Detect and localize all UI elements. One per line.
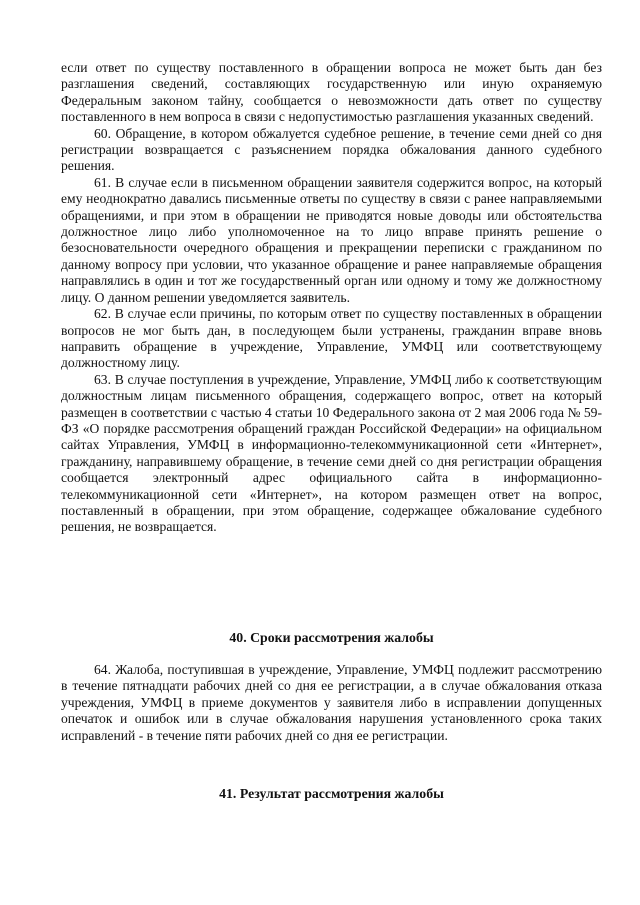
document-body-section-40 [61, 662, 602, 744]
section-heading-41: 41. Результат рассмотрения жалобы [219, 786, 444, 801]
paragraph-continuation: если ответ по существу поставленного в обращении вопроса не может быть дан без разглашения сведений, составляющих государственную или иную охраняемую Федеральным законом тайну, сообщается о невозможности дать ответ по существу поставленного в нем вопроса в связи с недопустимостью разглашения указанных сведений. [61, 60, 602, 125]
paragraph-62: 62. В случае если причины, по которым ответ по существу поставленных в обращении вопросов не мог быть дан, в последующем были устранены, гражданин вправе вновь направить обращение в учреждение, Управление, УМФЦ или соответствующему должностному лицу. [61, 306, 602, 371]
paragraph-61: 61. В случае если в письменном обращении заявителя содержится вопрос, на который ему неоднократно давались письменные ответы по существу в связи с ранее направляемыми обращениями, и при этом в обращении не приводятся новые доводы или обстоятельства должностное лицо либо уполномоченное на то лицо вправе принять решение о безосновательности очередного обращения и прекращении переписки с гражданином по данному вопросу при условии, что указанное обращение и ранее направляемые обращения направлялись в один и тот же государственный орган или одному и тому же должностному лицу. О данном решении уведомляется заявитель. [61, 174, 602, 305]
section-heading-40: 40. Сроки рассмотрения жалобы [229, 630, 434, 645]
paragraph-60: 60. Обращение, в котором обжалуется судебное решение, в течение семи дней со дня регистрации возвращается с разъяснением порядка обжалования данного судебного решения. [61, 125, 602, 174]
document-body-top [61, 60, 602, 536]
paragraph-63: 63. В случае поступления в учреждение, Управление, УМФЦ либо к соответствующим должностным лицам письменного обращения, содержащего вопрос, ответ на который размещен в соответствии с частью 4 статьи 10 Федерального закона от 2 мая 2006 года № 59-ФЗ «О порядке рассмотрения обращений граждан Российской Федерации» на официальном сайтах Управления, УМФЦ в информационно-телекоммуникационной сети «Интернет», гражданину, направившему обращение, в течение семи дней со дня регистрации обращения сообщается электронный адрес официального сайта в информационно-телекоммуникационной сети «Интернет», на котором размещен ответ на вопрос, поставленный в обращении, при этом обращение, содержащее обжалование судебного решения, не возвращается. [61, 371, 602, 535]
paragraph-64: 64. Жалоба, поступившая в учреждение, Управление, УМФЦ подлежит рассмотрению в течение пятнадцати рабочих дней со дня ее регистрации, а в случае обжалования отказа учреждения, УМФЦ в приеме документов у заявителя либо в исправлении допущенных опечаток и ошибок или в случае обжалования нарушения установленного срока таких исправлений - в течение пяти рабочих дней со дня ее регистрации. [61, 662, 602, 743]
